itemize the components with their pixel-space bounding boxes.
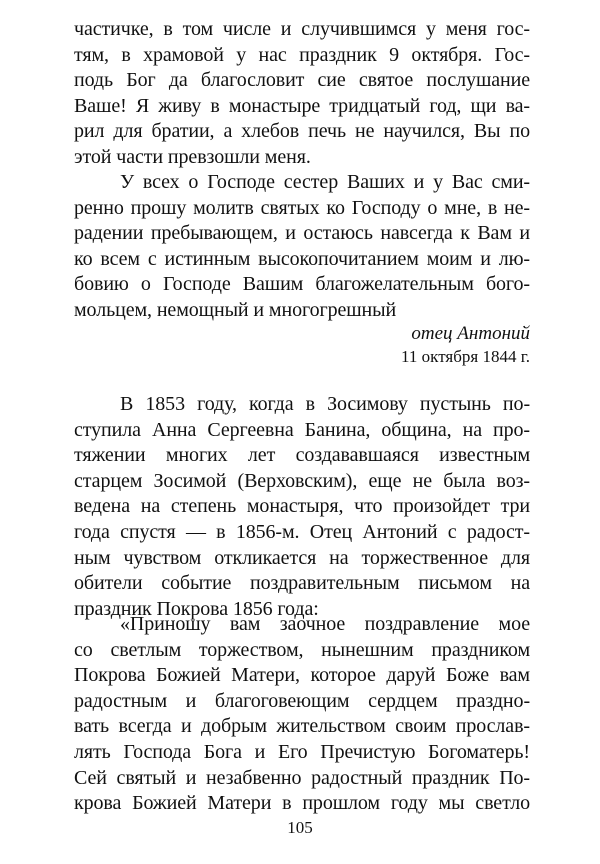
text-line: Покрова Божией Матери, которое даруй Боже вам — [74, 664, 530, 687]
text-line: В 1853 году, когда в Зосимову пустынь по- — [120, 393, 530, 415]
text-line: обители событие поздравительным письмом на — [74, 572, 530, 595]
text-line: подь Бог да благословит сие святое послушание — [74, 69, 530, 92]
page-number: 105 — [287, 818, 313, 837]
text-line: лять Господа Бога и Его Пречистую Богоматерь! — [74, 740, 530, 763]
text-line: вать всегда и добрым жительством своим прослав- — [74, 715, 530, 738]
letter-paragraph-1 — [74, 17, 530, 171]
text-line: ступила Анна Сергеевна Банина, община, на про- — [74, 418, 530, 441]
letter-date: 11 октября 1844 г. — [401, 347, 530, 366]
text-line: радостным и благоговеющим сердцем праздно- — [74, 689, 530, 712]
text-line: бовию о Господе Вашим благожелательным бого- — [74, 273, 530, 296]
text-line: ко всем с истинным высокопочитанием моим и лю- — [74, 247, 530, 270]
narrative-paragraph — [74, 392, 530, 622]
text-line: У всех о Господе сестер Ваших и у Вас сми- — [120, 171, 530, 193]
text-line: «Приношу вам заочное поздравление мое — [120, 613, 530, 635]
text-line: ведена на степень монастыря, что произойдет три — [74, 495, 530, 518]
text-line: рил для братии, а хлебов печь не научился, Вы по — [74, 120, 530, 143]
text-line: этой части превзошли меня. — [74, 145, 311, 168]
letter-signature: отец Антоний — [411, 323, 530, 344]
text-line: частичке, в том числе и случившимся у меня гос- — [74, 18, 530, 40]
text-line: Ваше! Я живу в монастыре тридцатый год, щи ва- — [74, 94, 530, 117]
text-line: тяжении многих лет создававшаяся известным — [74, 444, 530, 467]
text-line: тям, в храмовой у нас праздник 9 октября. Гос- — [74, 43, 530, 66]
letter-paragraph-2 — [74, 170, 530, 324]
text-line: ренно прошу молитв святых ко Господу о мне, в не- — [74, 196, 530, 219]
text-line: радении пребывающем, и остаюсь навсегда к Вам и — [74, 222, 530, 245]
text-line: со светлым торжеством, нынешним праздником — [74, 638, 530, 661]
text-line: Сей святый и незабвенно радостный праздник По- — [74, 766, 530, 789]
text-line: праздник Покрова 1856 года: — [74, 597, 319, 620]
text-line: ным чувством откликается на торжественное для — [74, 546, 530, 569]
text-line: мольцем, немощный и многогрешный — [74, 298, 397, 321]
text-line: старцем Зосимой (Верховским), еще не была воз- — [74, 469, 530, 492]
text-line: года спустя — в 1856-м. Отец Антоний с радост- — [74, 520, 530, 543]
text-line: крова Божией Матери в прошлом году мы светло — [74, 792, 530, 815]
quoted-letter-paragraph — [74, 612, 530, 817]
